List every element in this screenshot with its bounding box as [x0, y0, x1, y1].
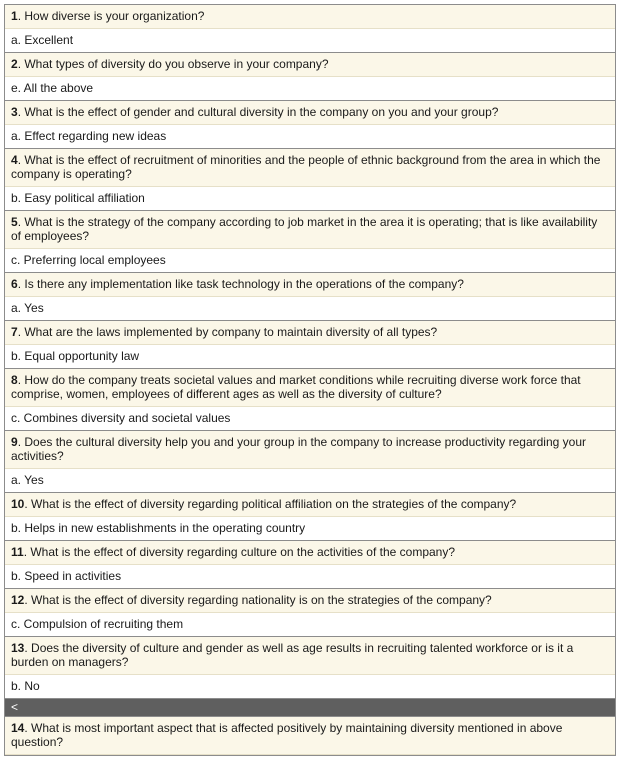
- question-number: 12: [11, 593, 25, 607]
- question-number: 14: [11, 721, 25, 735]
- question-text: . What is most important aspect that is affected positively by maintaining diversity mentioned in above question?: [11, 721, 563, 749]
- question-number: 8: [11, 373, 18, 387]
- question-text: . What is the effect of recruitment of minorities and the people of ethnic background from the area in which the company is operating?: [11, 153, 601, 181]
- answer-row: a. Yes: [5, 469, 615, 492]
- question-number: 2: [11, 57, 18, 71]
- question-row: [5, 211, 615, 249]
- question-row: [5, 717, 615, 755]
- question-text: . Does the cultural diversity help you and your group in the company to increase productivity regarding your activities?: [11, 435, 586, 463]
- question-row: [5, 589, 615, 613]
- question-row: [5, 273, 615, 297]
- question-text: . What are the laws implemented by company to maintain diversity of all types?: [17, 325, 438, 339]
- answer-row: c. Combines diversity and societal values: [5, 407, 615, 430]
- answer-row: b. Helps in new establishments in the operating country: [5, 517, 615, 540]
- answer-row: c. Compulsion of recruiting them: [5, 613, 615, 636]
- question-text: . Does the diversity of culture and gender as well as age results in recruiting talented workforce or is it a burden on managers?: [11, 641, 574, 669]
- question-number: 4: [11, 153, 18, 167]
- question-row: [5, 321, 615, 345]
- answer-row: a. Yes: [5, 297, 615, 320]
- divider-bar[interactable]: <: [5, 699, 615, 717]
- question-block: [5, 717, 615, 756]
- question-number: 11: [11, 545, 24, 559]
- question-number: 1: [11, 9, 18, 23]
- question-number: 6: [11, 277, 18, 291]
- answer-row: b. No: [5, 675, 615, 698]
- question-text: . What types of diversity do you observe in your company?: [17, 57, 329, 71]
- answer-row: a. Effect regarding new ideas: [5, 125, 615, 148]
- question-text: . How do the company treats societal values and market conditions while recruiting diverse work force that comprise, women, employees of different ages as well as the diversity of culture?: [11, 373, 581, 401]
- question-block: [5, 53, 615, 101]
- question-block: [5, 5, 615, 53]
- survey-table: [4, 4, 616, 756]
- question-row: [5, 101, 615, 125]
- question-block: [5, 637, 615, 699]
- question-block: [5, 493, 615, 541]
- question-block: [5, 149, 615, 211]
- question-text: . Is there any implementation like task technology in the operations of the company?: [17, 277, 464, 291]
- question-row: [5, 149, 615, 187]
- question-text: . What is the effect of gender and cultural diversity in the company on you and your group?: [17, 105, 499, 119]
- answer-row: b. Equal opportunity law: [5, 345, 615, 368]
- answer-row: e. All the above: [5, 77, 615, 100]
- question-number: 10: [11, 497, 25, 511]
- question-block: [5, 101, 615, 149]
- question-text: . What is the effect of diversity regarding culture on the activities of the company?: [23, 545, 456, 559]
- question-text: . How diverse is your organization?: [17, 9, 205, 23]
- question-text: . What is the strategy of the company according to job market in the area it is operating; that is like availability of employees?: [11, 215, 598, 243]
- question-block: [5, 589, 615, 637]
- question-number: 13: [11, 641, 25, 655]
- question-block: [5, 369, 615, 431]
- answer-row: c. Preferring local employees: [5, 249, 615, 272]
- question-block: [5, 541, 615, 589]
- question-number: 7: [11, 325, 18, 339]
- question-text: . What is the effect of diversity regarding political affiliation on the strategies of the company?: [24, 497, 517, 511]
- answer-row: a. Excellent: [5, 29, 615, 52]
- answer-row: b. Speed in activities: [5, 565, 615, 588]
- question-row: [5, 431, 615, 469]
- question-block: [5, 273, 615, 321]
- question-row: [5, 493, 615, 517]
- question-row: [5, 5, 615, 29]
- question-number: 9: [11, 435, 18, 449]
- question-row: [5, 541, 615, 565]
- answer-row: b. Easy political affiliation: [5, 187, 615, 210]
- question-number: 3: [11, 105, 18, 119]
- question-row: [5, 53, 615, 77]
- question-block: [5, 431, 615, 493]
- question-block: [5, 211, 615, 273]
- question-row: [5, 369, 615, 407]
- question-row: [5, 637, 615, 675]
- question-number: 5: [11, 215, 18, 229]
- question-block: [5, 321, 615, 369]
- question-text: . What is the effect of diversity regarding nationality is on the strategies of the company?: [24, 593, 492, 607]
